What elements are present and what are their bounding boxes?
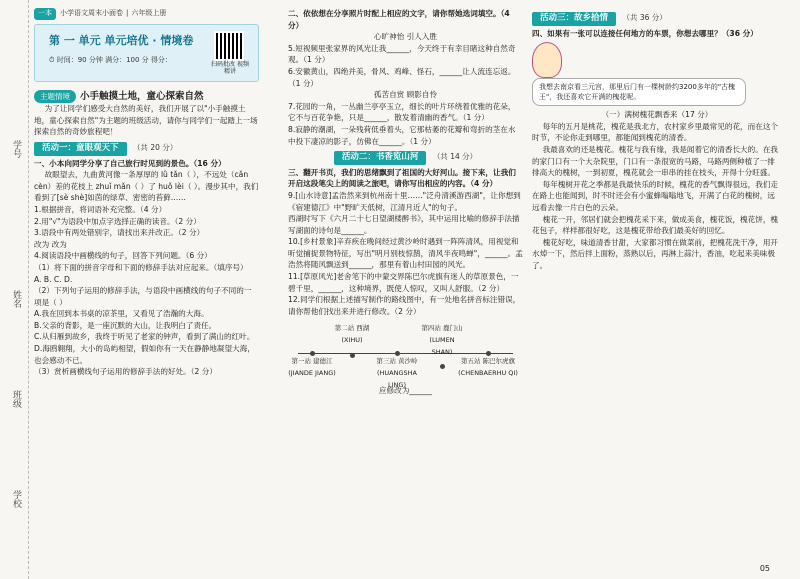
q1-prompt: 一、小本向同学分享了自己旅行时见到的景色。（16 分） bbox=[34, 158, 226, 168]
label-school: 学号 bbox=[11, 140, 21, 158]
unit-meta bbox=[49, 55, 172, 67]
score-label: 得分： bbox=[150, 55, 172, 64]
word-bank-2: 孤苦自赏 顾影自怜 bbox=[373, 90, 438, 100]
passage-p4: 槐花一开，邻居们就会把槐花采下来，做成美食，槐花饭，槐花饼，槐花包子，样样都很好吃，这是槐花带给我们最美好的回忆。 bbox=[532, 214, 779, 236]
q1-3-answers[interactable]: 改为 改为 bbox=[34, 239, 67, 249]
page-number: 05 bbox=[759, 564, 770, 573]
theme-pill: 主题情境 bbox=[34, 90, 76, 104]
series-badge: 一本 bbox=[34, 8, 56, 20]
label-class: 班级 bbox=[11, 390, 21, 408]
q1-4a: （1）将下面的拼音字母和下面的修辞手法对应起来。（填序号） bbox=[34, 262, 248, 272]
passage-p5: 槐花好吃，味道清香甘甜，大家都习惯在做菜前，把槐花洗干净，用开水焯一下，然后拌上面粉，蒸熟以后，再淋上蒜汁，香油，吃起来美味极了。 bbox=[532, 237, 779, 270]
qr-caption: 扫码批改 视频精讲 bbox=[211, 60, 249, 75]
passage-p3: 每年槐树开花之季都是我最快乐的时候，槐花的香气飘得很远，我们走在路上也能闻到，时不时还会有小蜜蜂嗡嗡地飞，开满了白花的槐树，远远看去像一片白色的云朵。 bbox=[532, 179, 779, 212]
passage-p1: 每年的五月是桃花，槐花是我北方，农村家乡里最常见的花，而在这个时节，不论你走到哪里，都能闻到槐花的清香。 bbox=[532, 121, 779, 143]
word-bank-1: 心旷神怡 引人入胜 bbox=[373, 32, 438, 42]
route-stop: 第五站 陈巴尔虎旗 (CHENBAERHU QI) bbox=[458, 351, 518, 379]
q3-prompt: 三、翻开书页，我们的思绪飘到了祖国的大好河山。接下来，让我们开启这段笔尖上的阅读之旅吧，请你写出相应的内容。（4 分） bbox=[288, 167, 516, 189]
route-map bbox=[288, 323, 523, 389]
q2-s5[interactable]: 5.短视频里张家界的风光让我______，今天终于有幸目睹这种自然奇观。（1 分） bbox=[288, 43, 516, 65]
q3-fix[interactable]: 应修改为______ bbox=[378, 386, 433, 396]
option-c[interactable]: C.从归雁到故乡，我终于听见了老家的钟声，看到了满山的红叶。 bbox=[34, 332, 255, 342]
series-title: 小学语文周末小面卷 bbox=[60, 9, 123, 17]
q1-4b: （2）下列句子运用的修辞手法，与语段中画横线的句子不同的一项是（ ） bbox=[34, 286, 252, 307]
label-name: 姓名 bbox=[11, 290, 21, 308]
activity2-score: （共 14 分） bbox=[432, 152, 478, 162]
theme-title: 小手触摸土地，童心探索自然 bbox=[80, 90, 204, 102]
q1-4: 4.阅读语段中画横线的句子，回答下列问题。（6 分） bbox=[34, 251, 212, 261]
middle-column bbox=[288, 8, 523, 397]
activity1-title: 活动一：童眼观天下 bbox=[34, 142, 127, 156]
passage-p2: 我最喜欢的还是槐花。槐花与我有缘，我是闻着它的清香长大的。在我的家门口有一个大杂院里，门口有一条很宽的马路，马路两侧种植了一排排高大的槐树，一到初夏，槐花就会一串串的挂在枝头，开得十分旺盛。 bbox=[532, 144, 779, 178]
unit-title: 第 一 单元 单元培优 · 情境卷 bbox=[49, 33, 194, 47]
q3-s12: 12.同学们根据上述描写制作的路线图中，有一处地名拼音标注错误，请你帮他们找出来并进行修改。（2 分） bbox=[288, 295, 521, 316]
q3-s11[interactable]: 11.[草原风光]老舍笔下的中蒙交界陈巴尔虎旗有迷人的草原景色，一碧千里，______，这种境界，既使人惊叹，又叫人舒服。（2 分） bbox=[288, 272, 519, 293]
right-column bbox=[532, 8, 782, 272]
q1-passage: 故眼望去，九曲黄河像一条厚厚的 lǜ tǎn（ ），不远处（cǎn cèn）差的花枝上 zhuǐ mǎn（ ）了 huǒ lèi（ ）。漫步其中，我们看到了[sè shè]如茵的绿草、密密的苔藓…… bbox=[34, 170, 259, 203]
qr-code-icon[interactable] bbox=[214, 31, 244, 61]
q2-s7[interactable]: 7.花园的一角，一丛幽兰亭亭玉立，细长的叶片环绕着优雅的花朵，它不与百花争艳，只是______，散发着清幽的香气。（1 分） bbox=[288, 101, 516, 123]
q1-4-options[interactable]: A. B. C. D. bbox=[34, 274, 73, 284]
route-stop: 第二站 西湖 (XIHU) bbox=[328, 323, 376, 357]
q1-1: 1.根据拼音，将词语补充完整。（4 分） bbox=[34, 204, 167, 214]
q3-s10[interactable]: 10.[乡村景象]辛弃疾在晚间经过黄沙岭时遇到一阵阵清风，用视觉和听觉捕捉景物特征，写出"明月别枝惊鹊，清风半夜鸣蝉"，______。孟浩然将随风飘送到______，那里有着山村田园的风光。 bbox=[288, 237, 523, 270]
activity2-title: 活动二：书香览山河 bbox=[334, 151, 427, 165]
binding-margin bbox=[0, 0, 29, 579]
route-stop: 第一站 建德江 (JIANDE JIANG) bbox=[288, 351, 336, 379]
speech-bubble: 我想去南京看三元宫，那里后门有一棵树龄约3200多年的"古槐王"，我还喜欢它开满的槐花呢。 bbox=[532, 78, 746, 106]
option-b[interactable]: B.父亲的背影，是一座沉默的大山，让我明白了责任。 bbox=[34, 320, 217, 330]
activity1-score: （共 20 分） bbox=[132, 142, 178, 152]
activity3-score: （共 36 分） bbox=[622, 13, 667, 22]
activity3-title: 活动三：故乡拾情 bbox=[532, 12, 616, 26]
q4-prompt: 四、如果有一张可以连接任何地方的车票，你想去哪里？（36 分） bbox=[532, 28, 758, 38]
route-stop: 第三站 黄沙岭 (HUANGSHA LING) bbox=[373, 351, 421, 391]
full-score: 满分：100 分 bbox=[105, 55, 149, 64]
q1-4c: （3）赏析画横线句子运用的修辞手法的好处。（2 分） bbox=[34, 367, 217, 377]
q1-2: 2.用"√"为语段中加点字选择正确的读音。（2 分） bbox=[34, 216, 201, 226]
q2-s6[interactable]: 6.安徽黄山，四绝并美，骨风、鸡峰、怪石，______让人流连忘返。（1 分） bbox=[288, 66, 516, 88]
theme-row bbox=[34, 90, 259, 104]
label-schoolname: 学校 bbox=[11, 490, 21, 508]
q3-s9b[interactable]: 西湖时写下《六月二十七日望湖楼醉书》，其中运用比喻的修辞手法描写湖面的诗句是______。 bbox=[288, 214, 520, 235]
q3-s9: 9.[山水诗意]孟浩然来到杭州南十里……"泛舟清溪游西湖"，让你想到《宿建德江》中"野旷天低树，江清月近人"的句子。 bbox=[288, 190, 521, 212]
option-a[interactable]: A.我在回到本书桌的凉茶里，又看见了浩瀚的大海。 bbox=[34, 309, 209, 319]
option-d[interactable]: D.海鸥翱翔，大小的岛屿相望，假如你有一天在静静地凝望大海，也会感动不已。 bbox=[34, 344, 255, 365]
top-bar: 一本 小学语文周末小面卷 | 六年级上册 bbox=[34, 8, 259, 20]
q1-3: 3.语段中有两处错别字，请找出来并改正。（2 分） bbox=[34, 228, 205, 238]
girl-avatar-icon bbox=[532, 42, 562, 78]
q2-prompt: 二、依依想在分享照片时配上相应的文字，请你帮她选词填空。（4 分） bbox=[288, 9, 510, 30]
passage-title: （一）满树槐花飘香来（17 分） bbox=[601, 110, 713, 120]
clock-icon: ⏱ bbox=[49, 55, 55, 64]
route-stop: 第四站 鹿门山 (LUMEN SHAN) bbox=[418, 323, 466, 369]
time-limit: 时间：90 分钟 bbox=[56, 55, 103, 64]
q2-s8[interactable]: 8.寂静的潮湖，一朵残荷低垂着头，它那枯萎的花瓣和弯折的茎在水中投下凄凉的影子，仿佛在______。（1 分） bbox=[288, 124, 516, 146]
theme-intro: 为了让同学们感受大自然的美好，我们开展了以"小手触摸土地，童心探索自然"为主题的班级活动，请你与同学们一起踏上一场探索自然的奇妙旅程吧！ bbox=[34, 104, 258, 137]
grade-label: 六年级上册 bbox=[131, 9, 167, 17]
unit-banner bbox=[34, 24, 259, 82]
left-column bbox=[34, 8, 259, 378]
speech-row bbox=[532, 42, 782, 106]
